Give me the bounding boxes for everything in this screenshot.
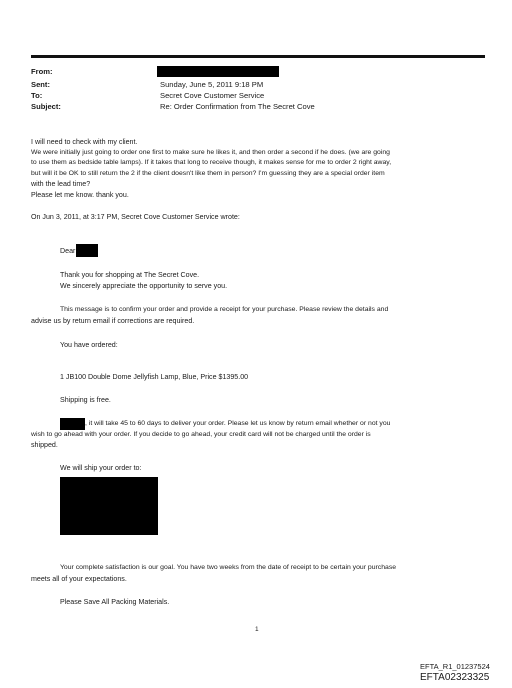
confirm-line: This message is to confirm your order and provide a receipt for your purchase. Please review the details and bbox=[60, 306, 389, 313]
redaction-inline bbox=[60, 418, 85, 430]
redaction-name bbox=[76, 244, 98, 257]
reply-line: Please let me know. thank you. bbox=[31, 191, 129, 199]
delivery-line: , it will take 45 to 60 days to deliver your order. Please let us know by return email whether or not you bbox=[85, 420, 391, 427]
reply-line: I will need to check with my client. bbox=[31, 138, 138, 146]
packing-note: Please Save All Packing Materials. bbox=[60, 598, 170, 606]
quoted-intro: On Jun 3, 2011, at 3:17 PM, Secret Cove Customer Service wrote: bbox=[31, 213, 240, 221]
sent-value: Sunday, June 5, 2011 9:18 PM bbox=[160, 80, 264, 89]
sent-label: Sent: bbox=[31, 80, 50, 89]
subject-value: Re: Order Confirmation from The Secret Cove bbox=[160, 102, 315, 111]
satisfaction-line: meets all of your expectations. bbox=[31, 575, 127, 583]
order-item: 1 JB100 Double Dome Jellyfish Lamp, Blue, Price $1395.00 bbox=[60, 373, 249, 381]
greeting: Dear bbox=[60, 247, 76, 255]
ship-to-label: We will ship your order to: bbox=[60, 464, 142, 472]
redaction-from bbox=[157, 66, 279, 77]
to-label: To: bbox=[31, 91, 43, 100]
redaction-address bbox=[60, 477, 158, 535]
to-value: Secret Cove Customer Service bbox=[160, 91, 265, 100]
subject-label: Subject: bbox=[31, 102, 61, 111]
confirm-line: advise us by return email if corrections are required. bbox=[31, 317, 195, 325]
bates-number-1: EFTA_R1_01237524 bbox=[420, 662, 490, 671]
delivery-line: wish to go ahead with your order. If you decide to go ahead, your credit card will not be charged until the order is bbox=[31, 431, 371, 438]
reply-line: We were initially just going to order one first to make sure he likes it, and then order a second if he does. (we are going bbox=[31, 149, 390, 156]
ordered-label: You have ordered: bbox=[60, 341, 118, 349]
bates-number-2: EFTA02323325 bbox=[420, 672, 490, 683]
delivery-line: shipped. bbox=[31, 441, 58, 449]
shipping-note: Shipping is free. bbox=[60, 396, 111, 404]
reply-line: with the lead time? bbox=[31, 180, 91, 188]
thanks-line: Thank you for shopping at The Secret Cove. bbox=[60, 271, 200, 279]
header-rule bbox=[31, 55, 485, 58]
reply-line: but will it be OK to still return the 2 if the client doesn't like them in person? I'm guessing they are a special order item bbox=[31, 170, 385, 177]
reply-line: to use them as bedside table lamps). If it takes that long to receive though, it makes sense for me to order 2 right away, bbox=[31, 159, 392, 166]
page-number: 1 bbox=[255, 626, 259, 633]
from-label: From: bbox=[31, 67, 53, 76]
thanks-line: We sincerely appreciate the opportunity to serve you. bbox=[60, 282, 228, 290]
satisfaction-line: Your complete satisfaction is our goal. You have two weeks from the date of receipt to be certain your purchase bbox=[60, 564, 397, 571]
